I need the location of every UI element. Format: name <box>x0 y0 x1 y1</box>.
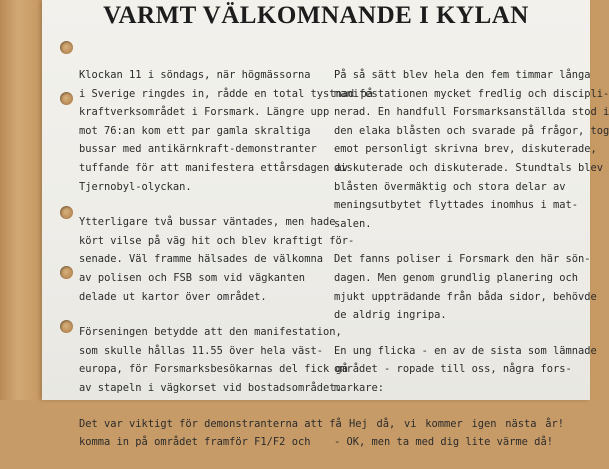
text-line: området - ropade till oss, några fors- <box>334 363 572 376</box>
text-line: blåsten övermäktig och stora delar av <box>334 180 566 193</box>
text-line: kört vilse på väg hit och blev kraftigt för- <box>79 234 355 247</box>
binder-hole <box>60 41 73 54</box>
binder-hole <box>60 92 73 105</box>
document-title: VARMT VÄLKOMNANDE I KYLAN <box>103 2 529 29</box>
text-line: Det var viktigt för demonstranterna att få <box>79 417 342 430</box>
text-line: nerad. En handfull Forsmarksanställda stod i <box>334 106 609 119</box>
binder-hole <box>60 206 73 219</box>
text-line: tuffande för att manifestera ettårsdagen av <box>79 161 348 174</box>
text-line: i Sverige ringdes in, rådde en total tystnad på <box>79 87 374 100</box>
text-line: Förseningen betydde att den manifestation, <box>79 326 342 339</box>
text-line: Klockan 11 i söndags, när högmässorna <box>79 69 311 81</box>
paragraph <box>79 323 348 397</box>
text-line: av polisen och FSB som vid vägkanten <box>79 271 305 284</box>
text-line: markare: <box>334 381 385 394</box>
text-line: Ytterligare två bussar väntades, men hade <box>79 216 336 229</box>
text-line: En ung flicka - en av de sista som lämnade <box>334 344 597 357</box>
text-line: delade ut kartor över området. <box>79 290 267 303</box>
text-line: - Hej då, vi kommer igen nästa år! <box>334 417 564 430</box>
paragraph <box>334 415 564 452</box>
text-line: meningsutbytet flyttades inomhus i mat- <box>334 199 578 212</box>
text-line: kraftverksområdet i Forsmark. Längre upp <box>79 106 330 119</box>
text-line: salen. <box>334 217 372 230</box>
document-page <box>42 0 609 449</box>
text-line: den elaka blåsten och svarade på frågor, tog <box>334 124 609 137</box>
text-line: mot 76:an kom ett par gamla skraltiga <box>79 124 311 137</box>
text-line: På så sätt blev hela den fem timmar långa <box>334 69 591 81</box>
text-line: dagen. Men genom grundlig planering och <box>334 271 578 284</box>
binder-hole <box>60 320 73 333</box>
text-line: manifestationen mycket fredlig och discipli- <box>334 87 609 100</box>
text-line: komma in på området framför F1/F2 och <box>79 436 311 449</box>
paragraph <box>79 66 374 196</box>
right-column <box>334 66 609 469</box>
text-line: mjukt uppträdande från båda sidor, behövde <box>334 290 597 303</box>
paragraph <box>334 250 597 324</box>
binder-hole <box>60 266 73 279</box>
text-line: - OK, men ta med dig lite värme då! <box>334 436 553 449</box>
paragraph <box>334 342 597 398</box>
text-line: bussar med antikärnkraft-demonstranter <box>79 143 317 156</box>
text-line: Tjernobyl-olyckan. <box>79 180 192 193</box>
text-line: av stapeln i vägkorset vid bostadsområdet. <box>79 381 342 394</box>
text-line: senade. Väl framme hälsades de välkomna <box>79 253 323 266</box>
text-line: emot personligt skrivna brev, diskuterade, <box>334 143 597 156</box>
text-line: Det fanns poliser i Forsmark den här sön- <box>334 253 591 266</box>
text-line: som skulle hållas 11.55 över hela väst- <box>79 344 323 357</box>
text-line: europa, för Forsmarksbesökarnas del fick gå <box>79 363 348 376</box>
text-line: de aldrig ingripa. <box>334 309 447 322</box>
paragraph <box>334 66 609 233</box>
paragraph <box>79 415 342 452</box>
text-line: diskuterade och diskuterade. Stundtals blev <box>334 161 603 174</box>
